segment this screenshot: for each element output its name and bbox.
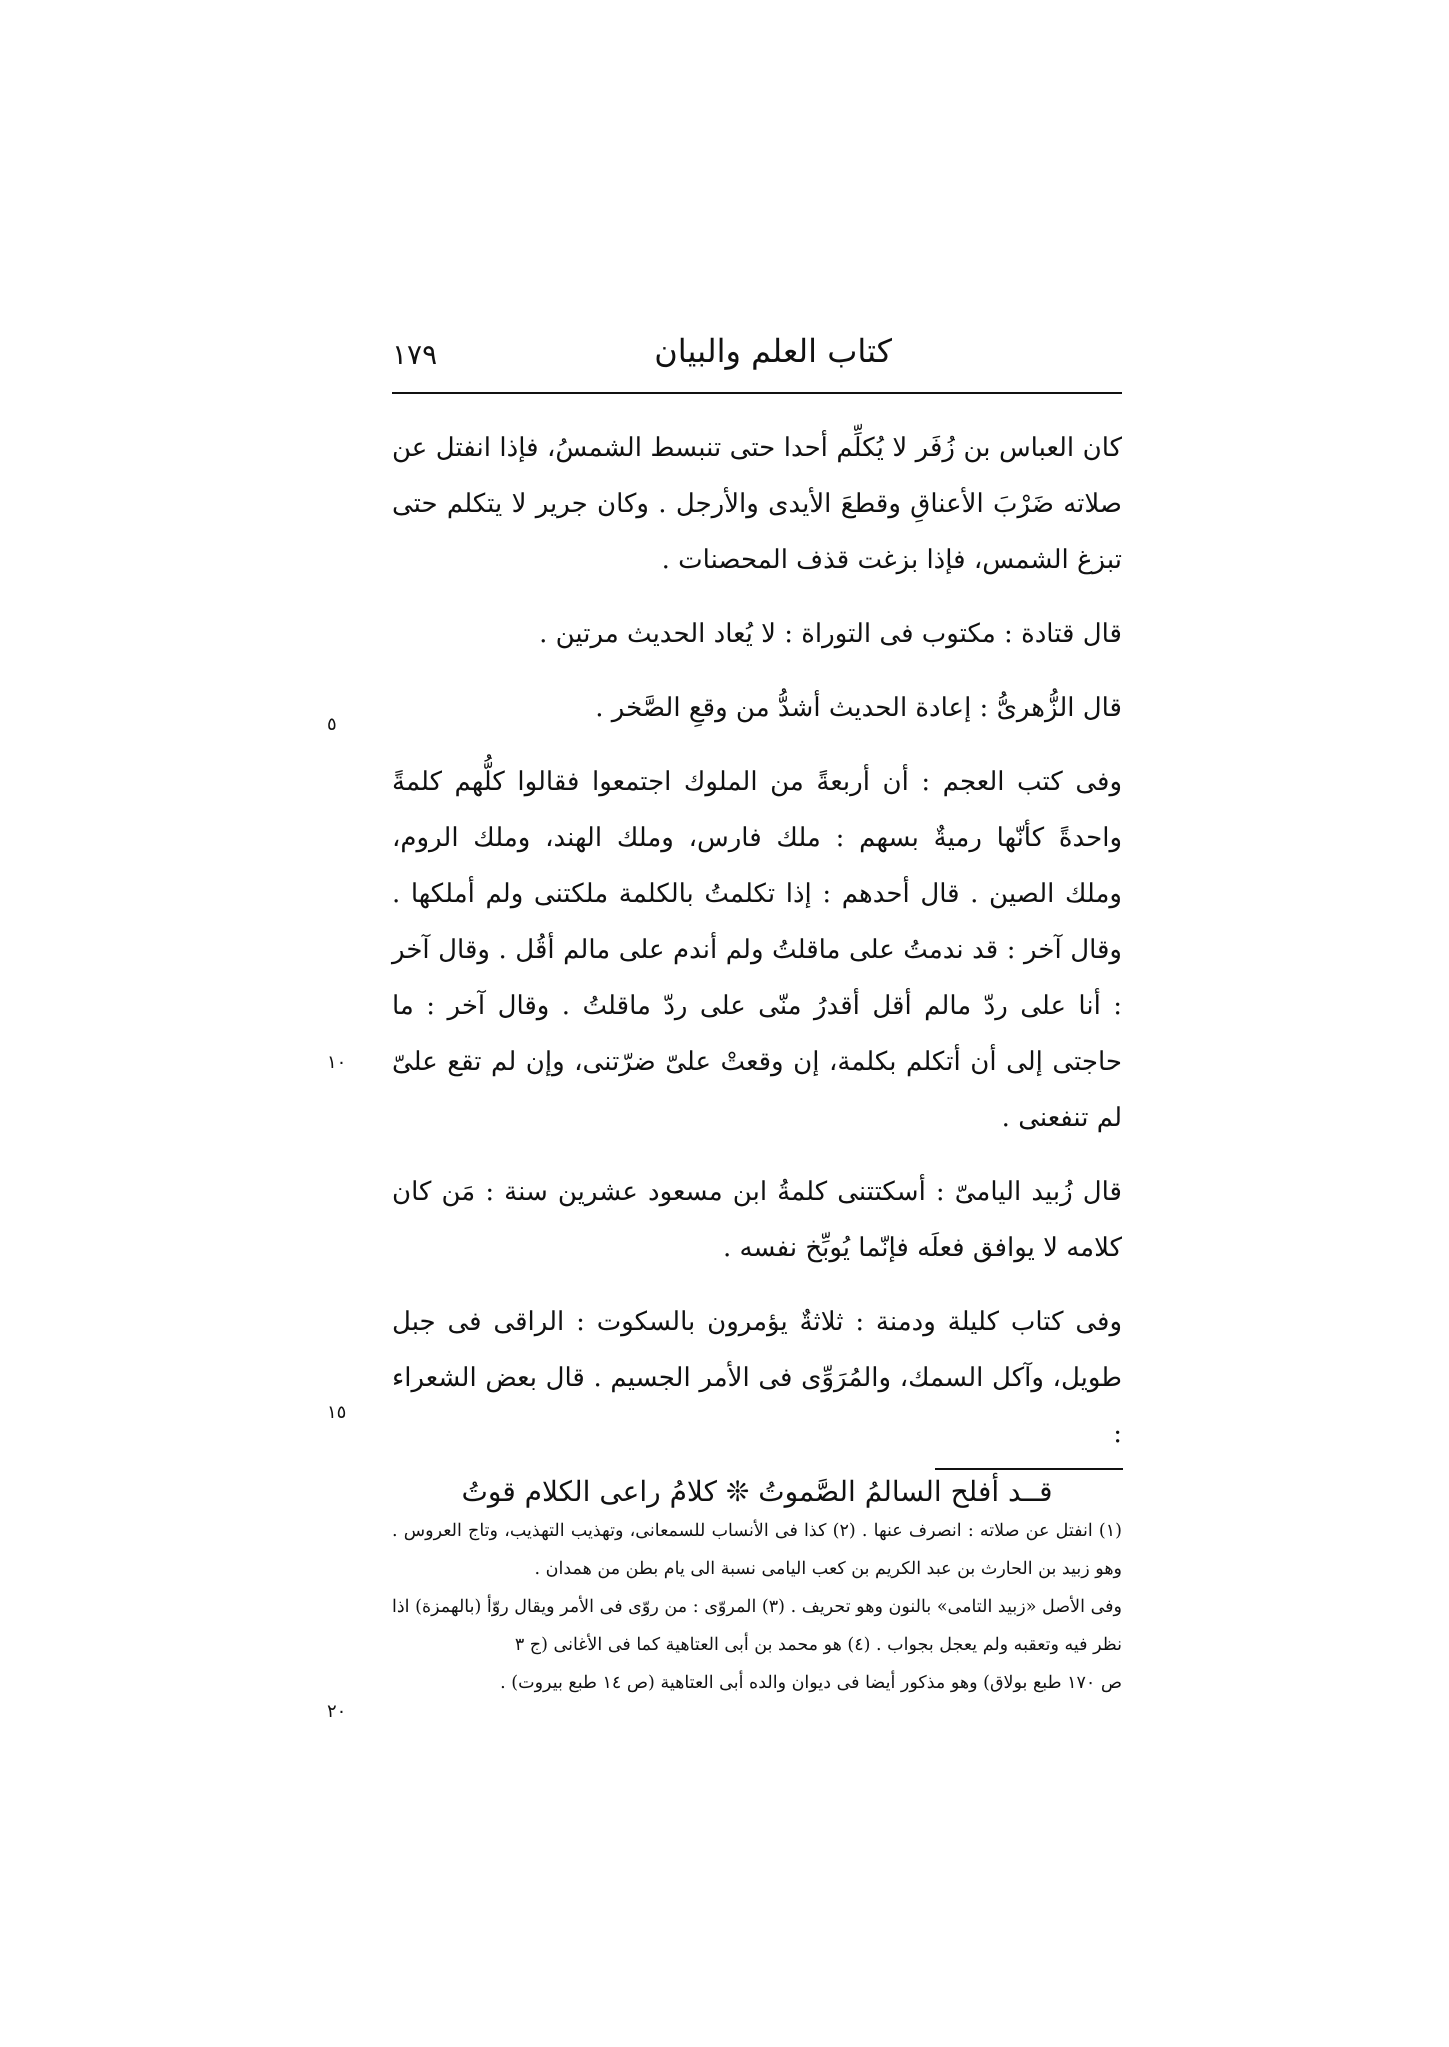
footnote-rule (935, 1468, 1123, 1470)
margin-line-number: ١٠ (327, 1052, 347, 1073)
margin-line-number: ٢٠ (327, 1701, 347, 1722)
page-header (392, 332, 1122, 388)
paragraph-kalila: وفى كتاب كليلة ودمنة : ثلاثةٌ يؤمرون بالسكوت : الراقى فى جبل طويل، وآكل السمك، والمُرَوِّى فى الأمر الجسيم . قال بعض الشعراء : (392, 1307, 1122, 1449)
running-title: كتاب العلم والبيان (654, 332, 892, 370)
footnote-line: ص ١٧٠ طبع بولاق) وهو مذكور أيضا فى ديوان والده أبى العتاهية (ص ١٤ طبع بيروت) . (500, 1673, 1122, 1693)
verse-line: قــد أفلح السالمُ الصَّموتُ ❊ كلامُ راعى الكلام قوتُ (461, 1475, 1053, 1508)
margin-line-number: ١٥ (327, 1402, 347, 1423)
footnote-line: وفى الأصل «زبيد التامى» بالنون وهو تحريف . (٣) المروّى : من روّى فى الأمر ويقال روّأ (بالهمزة) اذا نظر فيه وتعقبه ولم يعجل بجواب . (٤) هو محمد بن أبى العتاهية كما فى الأغانى (ج ٣ (392, 1597, 1122, 1655)
page-number: ١٧٩ (392, 338, 438, 371)
paragraph-qatada: قال قتادة : مكتوب فى التوراة : لا يُعاد الحديث مرتين . (539, 619, 1122, 649)
margin-line-number: ٥ (327, 714, 337, 735)
main-text (392, 420, 1122, 1522)
footnotes (392, 1512, 1122, 1702)
header-rule (392, 392, 1122, 394)
paragraph-abbas: كان العباس بن زُفَر لا يُكلِّم أحدا حتى تنبسط الشمسُ، فإذا انفتل عن صلاته ضَرْبَ الأعناقِ وقطعَ الأيدى والأرجل . وكان جرير لا يتكلم حتى تبزغ الشمس، فإذا بزغت قذف المحصنات . (392, 433, 1122, 575)
paragraph-zubaid: قال زُبيد اليامىّ : أسكتتنى كلمةُ ابن مسعود عشرين سنة : مَن كان كلامه لا يوافق فعلَه فإنّما يُوبِّخ نفسه . (392, 1177, 1122, 1263)
paragraph-persian-books: وفى كتب العجم : أن أربعةً من الملوك اجتمعوا فقالوا كلُّهم كلمةً واحدةً كأنّها رميةٌ بسهم : ملك فارس، وملك الهند، وملك الروم، وملك الصين . قال أحدهم : إذا تكلمتُ بالكلمة ملكتنى ولم أملكها . وقال آخر : قد ندمتُ على ماقلتُ ولم أندم على مالم أقُل . وقال آخر : أنا على ردّ مالم أقل أقدرُ منّى على ردّ ماقلتُ . وقال آخر : ما حاجتى إلى أن أتكلم بكلمة، إن وقعتْ علىّ ضرّتنى، وإن لم تقع علىّ لم تنفعنى . (392, 767, 1122, 1133)
footnote-line: (١) انفتل عن صلاته : انصرف عنها . (٢) كذا فى الأنساب للسمعانى، وتهذيب التهذيب، وتاج العروس . وهو زبيد بن الحارث بن عبد الكريم بن كعب اليامى نسبة الى يام بطن من همدان . (392, 1521, 1122, 1579)
paragraph-zuhri: قال الزُّهرىُّ : إعادة الحديث أشدُّ من وقعِ الصَّخر . (595, 693, 1122, 723)
